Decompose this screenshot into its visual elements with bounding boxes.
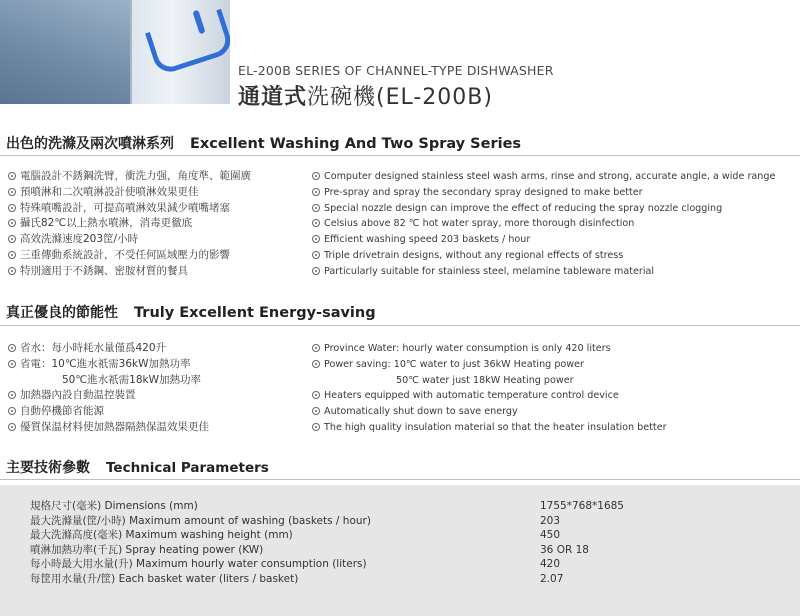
bullet-icon [8, 235, 16, 243]
bullet-icon [8, 251, 16, 259]
bullet-icon [8, 188, 16, 196]
feature-text: Triple drivetrain designs, without any regional effects of stress [324, 249, 624, 261]
section-params-title-zh: 主要技術參數 [6, 460, 90, 476]
bullet-icon [8, 172, 16, 180]
washing-features-en [312, 169, 775, 280]
bullet-icon [8, 344, 16, 352]
list-item [312, 264, 775, 280]
list-item [8, 264, 251, 280]
bullet-icon [312, 423, 320, 431]
list-item [8, 232, 251, 248]
bullet-icon [312, 360, 320, 368]
list-item [8, 201, 251, 217]
energy-features-en [312, 341, 667, 436]
parameters-table [0, 485, 800, 616]
param-label: 規格尺寸(毫米) Dimensions (mm) [30, 500, 198, 512]
bullet-icon [312, 219, 320, 227]
feature-text: The high quality insulation material so that the heater insulation better [324, 421, 667, 433]
feature-text: 三重傳動系統設計，不受任何區域壓力的影響 [20, 248, 230, 261]
section-energy-title-en: Truly Excellent Energy-saving [134, 305, 376, 321]
list-item [8, 169, 251, 185]
param-value: 2.07 [540, 573, 564, 585]
feature-text: 加熱器內設自動温控裝置 [20, 389, 136, 402]
list-item [312, 232, 775, 248]
section-energy-heading [6, 302, 794, 322]
divider [0, 325, 800, 326]
energy-features-zh [8, 341, 209, 436]
feature-text: Province Water: hourly water consumption is only 420 liters [324, 343, 611, 354]
bullet-icon [312, 391, 320, 399]
list-item [8, 341, 209, 357]
series-title: EL-200B SERIES OF CHANNEL-TYPE DISHWASHER [238, 63, 554, 78]
conveyor-illustration [0, 0, 150, 104]
feature-text: Celsius above 82 ℃ hot water spray, more thorough disinfection [324, 218, 635, 230]
washing-features-zh [8, 169, 251, 280]
bullet-icon [312, 267, 320, 275]
list-item [312, 388, 667, 404]
bullet-icon [312, 188, 320, 196]
feature-text: 電腦設計不銹鋼洗臂，衝洗力强，角度準、範圍廣 [20, 170, 251, 182]
feature-text: Automatically shut down to save energy [324, 406, 518, 418]
feature-text: Special nozzle design can improve the effect of reducing the spray nozzle clogging [324, 202, 723, 214]
list-item [312, 404, 667, 420]
list-item [312, 373, 667, 389]
section-washing-title-zh: 出色的洗滌及兩次噴淋系列 [6, 136, 174, 152]
bullet-icon [312, 235, 320, 243]
model-title-rest: 洗碗機(EL-200B) [307, 85, 493, 110]
feature-text: 優質保温材料使加熱器隔熱保温效果更佳 [20, 420, 209, 433]
table-row [0, 514, 800, 529]
bullet-icon [8, 391, 16, 399]
bullet-icon [8, 204, 16, 212]
table-row [0, 528, 800, 543]
bullet-icon [8, 407, 16, 415]
feature-text: 預噴淋和二次噴淋設計使噴淋效果更佳 [20, 185, 199, 198]
section-washing-heading [6, 133, 794, 153]
divider [0, 155, 800, 156]
feature-text: Efficient washing speed 203 baskets / hour [324, 234, 531, 246]
param-value: 420 [540, 558, 561, 571]
feature-text: 攝氏82℃以上熱水噴淋，消毒更徹底 [20, 217, 193, 230]
feature-text: 50℃進水祇需18kW加熱功率 [62, 373, 201, 386]
list-item [312, 420, 667, 436]
feature-text: 50℃ water just 18kW Heating power [396, 374, 574, 386]
section-params-title-en: Technical Parameters [106, 460, 269, 476]
feature-text: 高效洗滌速度203筐/小時 [20, 233, 139, 246]
table-row [0, 499, 800, 514]
list-item [312, 357, 667, 373]
param-value: 1755*768*1685 [540, 500, 624, 512]
bullet-icon [312, 172, 320, 180]
feature-text: 省水：每小時耗水量僅爲420升 [20, 342, 167, 354]
list-item [8, 248, 251, 264]
feature-text: Power saving: 10℃ water to just 36kW Heating power [324, 358, 584, 370]
divider [0, 479, 800, 480]
bullet-icon [312, 407, 320, 415]
section-params-heading [6, 457, 794, 477]
section-energy-title-zh: 真正優良的節能性 [6, 305, 118, 321]
param-value: 203 [540, 514, 561, 527]
model-title [238, 80, 493, 111]
table-row [0, 572, 800, 587]
bullet-icon [8, 360, 16, 368]
list-item [312, 169, 775, 185]
param-label: 每小時最大用水量(升) Maximum hourly water consumption (liters) [30, 558, 367, 571]
bullet-icon [312, 251, 320, 259]
param-label: 每筐用水量(升/筐) Each basket water (liters / basket) [30, 573, 299, 585]
list-item [8, 420, 209, 436]
param-label: 噴淋加熱功率(千瓦) Spray heating power (KW) [30, 543, 264, 556]
list-item [8, 216, 251, 232]
model-title-bold: 通道式 [238, 85, 308, 110]
bullet-icon [8, 267, 16, 275]
list-item [312, 248, 775, 264]
feature-text: Pre-spray and spray the secondary spray designed to make better [324, 186, 643, 198]
param-label: 最大洗滌高度(毫米) Maximum washing height (mm) [30, 529, 293, 542]
list-item [312, 341, 667, 357]
list-item [8, 404, 209, 420]
list-item [8, 388, 209, 404]
feature-text: 特殊噴嘴設計，可提高噴淋效果減少噴嘴堵塞 [20, 201, 230, 214]
list-item [8, 357, 209, 373]
feature-text: 自動停機節省能源 [20, 405, 104, 418]
param-value: 36 OR 18 [540, 543, 589, 556]
list-item [312, 201, 775, 217]
bullet-icon [312, 344, 320, 352]
table-row [0, 557, 800, 572]
feature-text: Computer designed stainless steel wash arms, rinse and strong, accurate angle, a wide range [324, 171, 776, 182]
bullet-icon [8, 219, 16, 227]
feature-text: Particularly suitable for stainless steel, melamine tableware material [324, 265, 655, 277]
list-item [312, 185, 775, 201]
param-value: 450 [540, 529, 561, 542]
feature-text: 特別適用于不銹鋼、密胺材質的餐具 [20, 264, 188, 277]
table-row [0, 543, 800, 558]
product-image [0, 0, 230, 104]
feature-text: 省電：10℃進水祇需36kW加熱功率 [20, 357, 191, 370]
bullet-icon [8, 423, 16, 431]
list-item [8, 185, 251, 201]
param-label: 最大洗滌量(筐/小時) Maximum amount of washing (baskets / hour) [30, 514, 371, 527]
list-item [312, 216, 775, 232]
section-washing-title-en: Excellent Washing And Two Spray Series [190, 136, 522, 152]
feature-text: Heaters equipped with automatic temperature control device [324, 390, 619, 402]
list-item [8, 373, 209, 389]
bullet-icon [312, 204, 320, 212]
